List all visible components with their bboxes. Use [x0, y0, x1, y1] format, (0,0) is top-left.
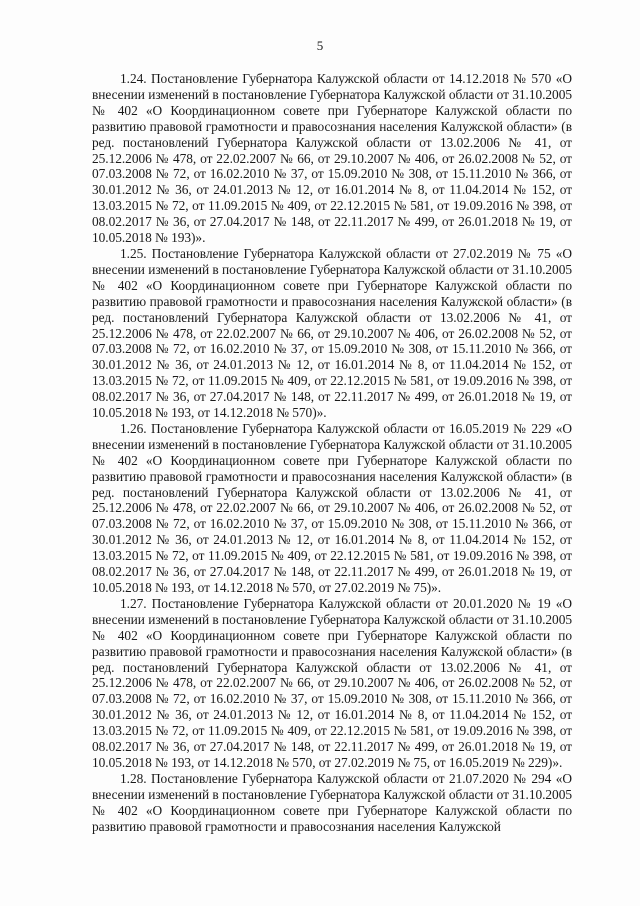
- paragraph-1-27: 1.27. Постановление Губернатора Калужской области от 20.01.2020 № 19 «О внесении изменений в постановление Губернатора Калужской области от 31.10.2005 № 402 «О Координационном совете при Губернаторе Калужской области по развитию правовой грамотности и правосознания населения Калужской области» (в ред. постановлений Губернатора Калужской области от 13.02.2006 № 41, от 25.12.2006 № 478, от 22.02.2007 № 66, от 29.10.2007 № 406, от 26.02.2008 № 52, от 07.03.2008 № 72, от 16.02.2010 № 37, от 15.09.2010 № 308, от 15.11.2010 № 366, от 30.01.2012 № 36, от 24.01.2013 № 12, от 16.01.2014 № 8, от 11.04.2014 № 152, от 13.03.2015 № 72, от 11.09.2015 № 409, от 22.12.2015 № 581, от 19.09.2016 № 398, от 08.02.2017 № 36, от 27.04.2017 № 148, от 22.11.2017 № 499, от 26.01.2018 № 19, от 10.05.2018 № 193, от 14.12.2018 № 570, от 27.02.2019 № 75, от 16.05.2019 № 229)».: [92, 595, 572, 770]
- paragraph-1-24: 1.24. Постановление Губернатора Калужской области от 14.12.2018 № 570 «О внесении изменений в постановление Губернатора Калужской области от 31.10.2005 № 402 «О Координационном совете при Губернаторе Калужской области по развитию правовой грамотности и правосознания населения Калужской области» (в ред. постановлений Губернатора Калужской области от 13.02.2006 № 41, от 25.12.2006 № 478, от 22.02.2007 № 66, от 29.10.2007 № 406, от 26.02.2008 № 52, от 07.03.2008 № 72, от 16.02.2010 № 37, от 15.09.2010 № 308, от 15.11.2010 № 366, от 30.01.2012 № 36, от 24.01.2013 № 12, от 16.01.2014 № 8, от 11.04.2014 № 152, от 13.03.2015 № 72, от 11.09.2015 № 409, от 22.12.2015 № 581, от 19.09.2016 № 398, от 08.02.2017 № 36, от 27.04.2017 № 148, от 22.11.2017 № 499, от 26.01.2018 № 19, от 10.05.2018 № 193)».: [92, 71, 572, 246]
- page-number: 5: [316, 38, 324, 53]
- paragraph-1-25: 1.25. Постановление Губернатора Калужской области от 27.02.2019 № 75 «О внесении изменений в постановление Губернатора Калужской области от 31.10.2005 № 402 «О Координационном совете при Губернаторе Калужской области по развитию правовой грамотности и правосознания населения Калужской области» (в ред. постановлений Губернатора Калужской области от 13.02.2006 № 41, от 25.12.2006 № 478, от 22.02.2007 № 66, от 29.10.2007 № 406, от 26.02.2008 № 52, от 07.03.2008 № 72, от 16.02.2010 № 37, от 15.09.2010 № 308, от 15.11.2010 № 366, от 30.01.2012 № 36, от 24.01.2013 № 12, от 16.01.2014 № 8, от 11.04.2014 № 152, от 13.03.2015 № 72, от 11.09.2015 № 409, от 22.12.2015 № 581, от 19.09.2016 № 398, от 08.02.2017 № 36, от 27.04.2017 № 148, от 22.11.2017 № 499, от 26.01.2018 № 19, от 10.05.2018 № 193, от 14.12.2018 № 570)».: [92, 245, 572, 421]
- paragraph-1-26: 1.26. Постановление Губернатора Калужской области от 16.05.2019 № 229 «О внесении изменений в постановление Губернатора Калужской области от 31.10.2005 № 402 «О Координационном совете при Губернаторе Калужской области по развитию правовой грамотности и правосознания населения Калужской области» (в ред. постановлений Губернатора Калужской области от 13.02.2006 № 41, от 25.12.2006 № 478, от 22.02.2007 № 66, от 29.10.2007 № 406, от 26.02.2008 № 52, от 07.03.2008 № 72, от 16.02.2010 № 37, от 15.09.2010 № 308, от 15.11.2010 № 366, от 30.01.2012 № 36, от 24.01.2013 № 12, от 16.01.2014 № 8, от 11.04.2014 № 152, от 13.03.2015 № 72, от 11.09.2015 № 409, от 22.12.2015 № 581, от 19.09.2016 № 398, от 08.02.2017 № 36, от 27.04.2017 № 148, от 22.11.2017 № 499, от 26.01.2018 № 19, от 10.05.2018 № 193, от 14.12.2018 № 570, от 27.02.2019 № 75)».: [92, 420, 572, 595]
- document-body: [92, 71, 572, 835]
- paragraph-1-28: 1.28. Постановление Губернатора Калужской области от 21.07.2020 № 294 «О внесении изменений в постановление Губернатора Калужской области от 31.10.2005 № 402 «О Координационном совете при Губернаторе Калужской области по развитию правовой грамотности и правосознания населения Калужской: [92, 770, 572, 834]
